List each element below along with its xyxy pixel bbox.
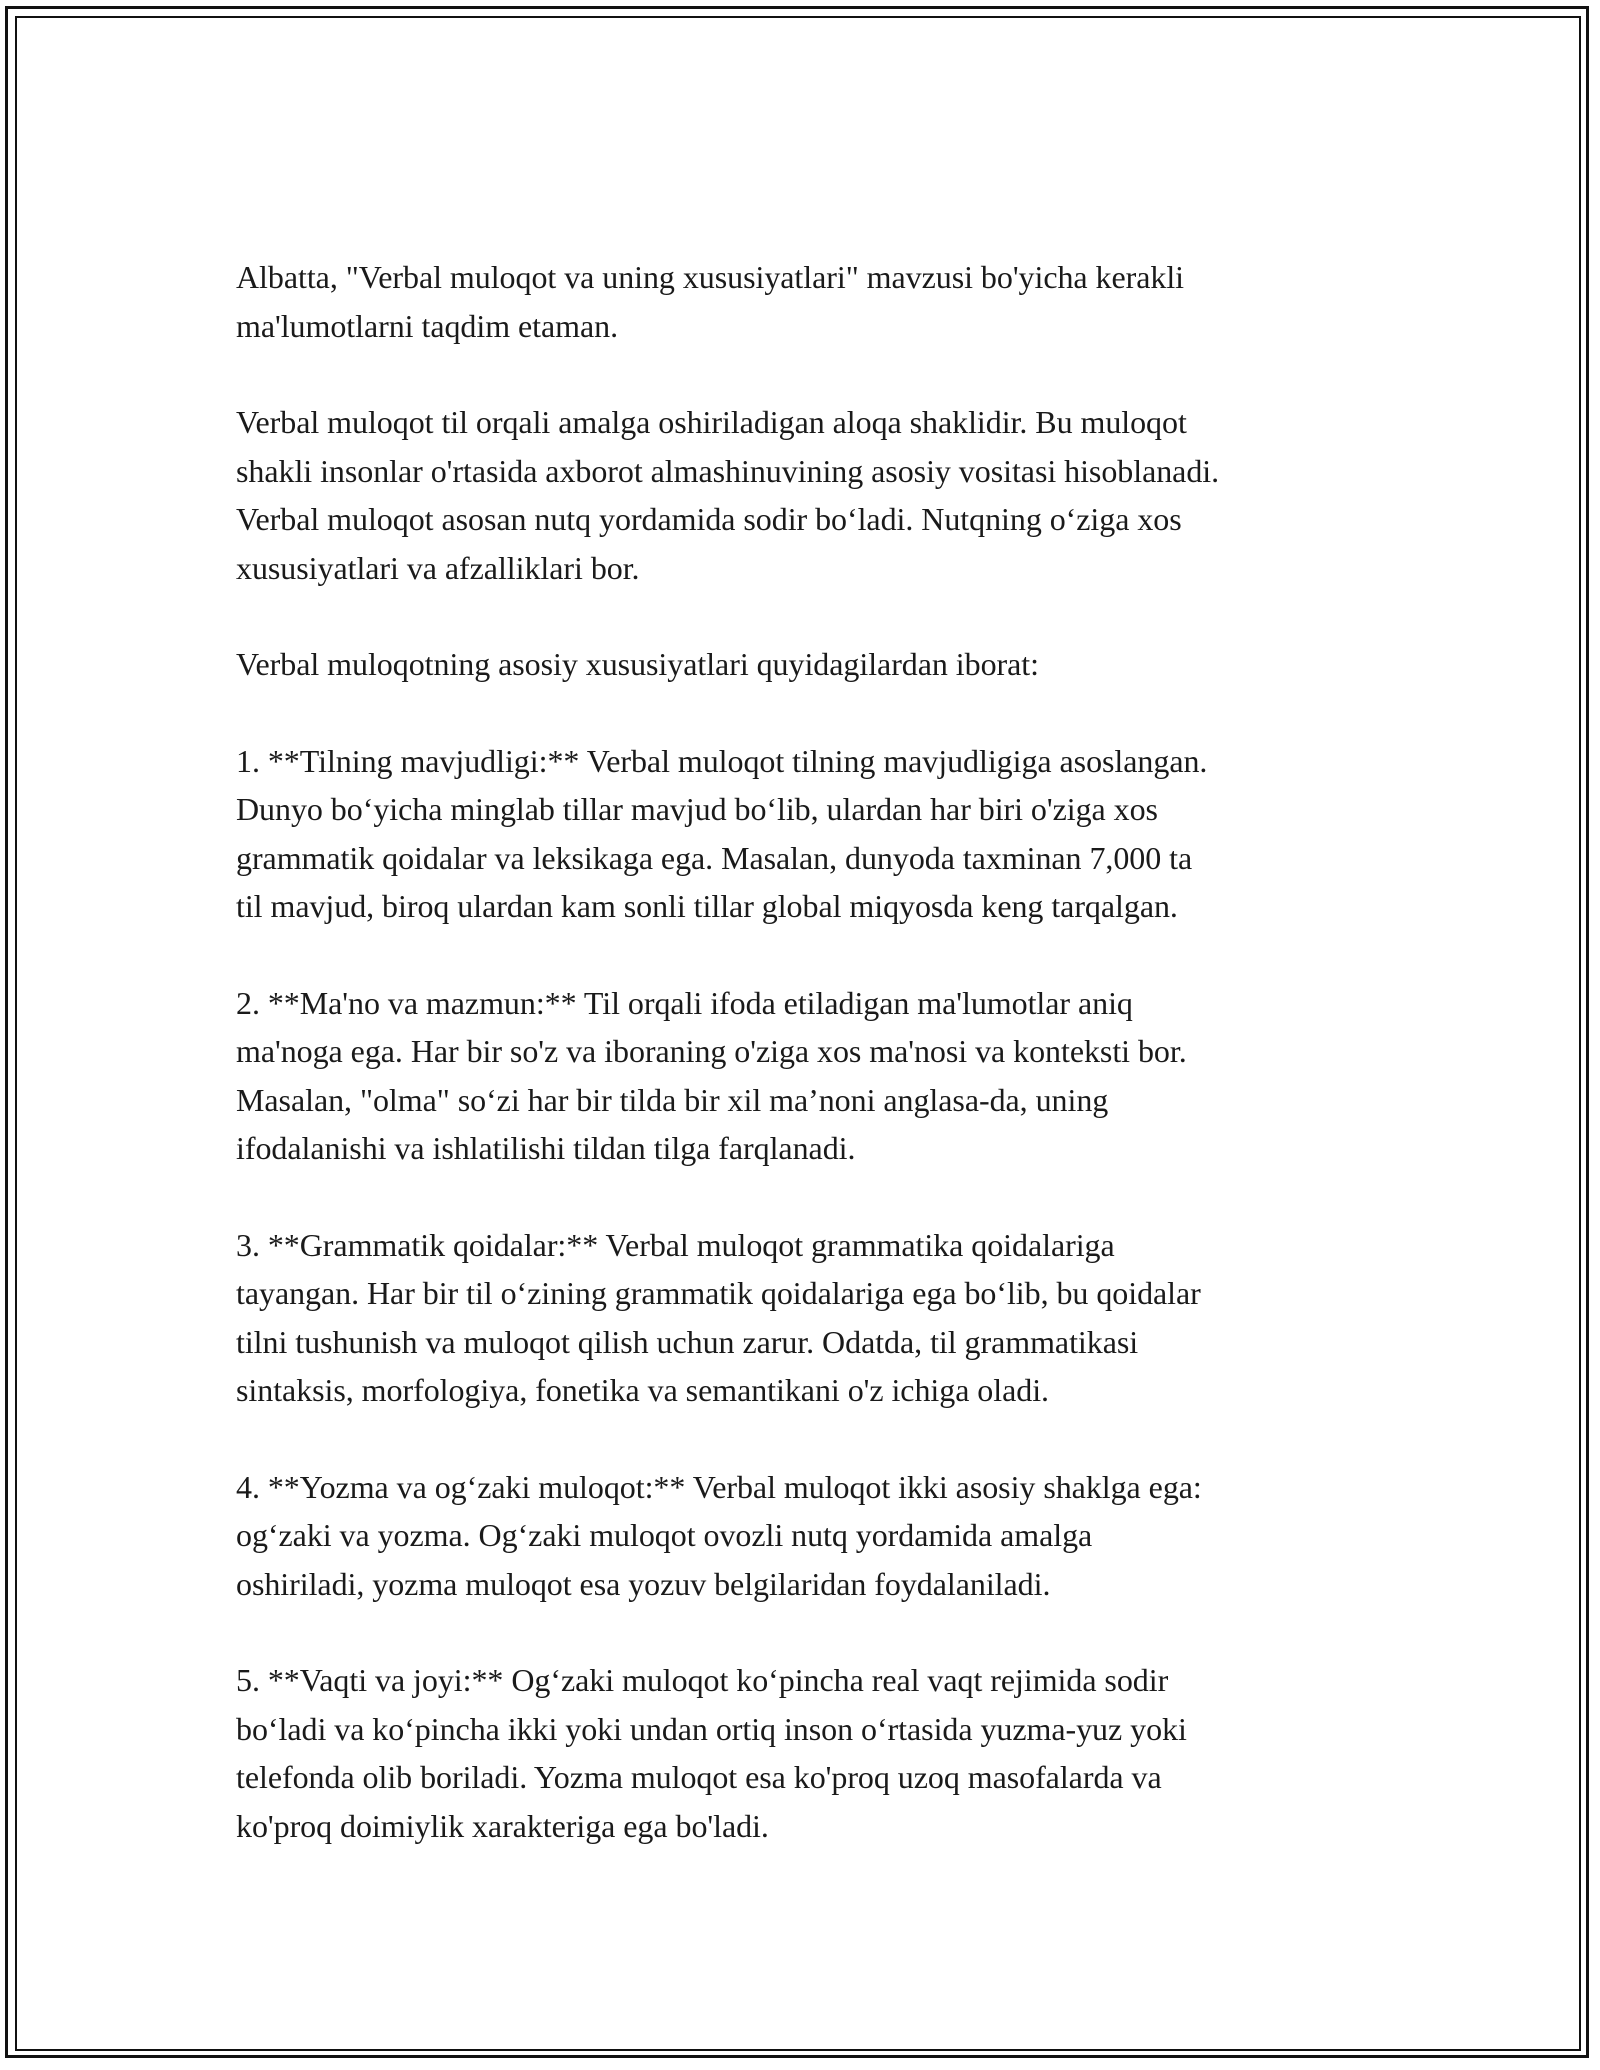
text-line: og‘zaki va yozma. Og‘zaki muloqot ovozli nutq yordamida amalga: [236, 1517, 1093, 1553]
text-line: 2. **Ma'no va mazmun:** Til orqali ifoda etiladigan ma'lumotlar aniq: [236, 984, 1133, 1021]
text-line: bo‘ladi va ko‘pincha ikki yoki undan ortiq inson o‘rtasida yuzma-yuz yoki: [236, 1710, 1187, 1747]
text-line: 3. **Grammatik qoidalar:** Verbal muloqot grammatika qoidalariga: [236, 1226, 1115, 1263]
text-line: ma'lumotlarni taqdim etaman.: [236, 307, 619, 344]
text-line: tilni tushunish va muloqot qilish uchun zarur. Odatda, til grammatikasi: [236, 1323, 1139, 1360]
text-line: tayangan. Har bir til o‘zining grammatik qoidalariga ega bo‘lib, bu qoidalar: [236, 1275, 1201, 1311]
list-intro-paragraph: [236, 640, 1376, 689]
list-item-3: [236, 1221, 1376, 1415]
text-line: Verbal muloqot til orqali amalga oshiriladigan aloqa shaklidir. Bu muloqot: [236, 404, 1187, 440]
text-line: telefonda olib boriladi. Yozma muloqot esa ko'proq uzoq masofalarda va: [236, 1759, 1162, 1795]
text-line: ma'noga ega. Har bir so'z va iboraning o'ziga xos ma'nosi va konteksti bor.: [236, 1033, 1187, 1069]
list-item-5: [236, 1656, 1376, 1850]
text-line: sintaksis, morfologiya, fonetika va semantikani o'z ichiga oladi.: [236, 1372, 1049, 1408]
text-line: til mavjud, biroq ulardan kam sonli tillar global miqyosda keng tarqalgan.: [236, 888, 1178, 924]
intro-paragraph: [236, 253, 1376, 350]
definition-paragraph: [236, 398, 1376, 592]
text-line: shakli insonlar o'rtasida axborot almashinuvining asosiy vositasi hisoblanadi.: [236, 452, 1220, 489]
text-line: oshiriladi, yozma muloqot esa yozuv belgilaridan foydalaniladi.: [236, 1565, 1051, 1602]
list-item-2: [236, 979, 1376, 1173]
text-line: Masalan, "olma" so‘zi har bir tilda bir xil ma’noni anglasa-da, uning: [236, 1081, 1109, 1118]
text-line: Verbal muloqot asosan nutq yordamida sodir bo‘ladi. Nutqning o‘ziga xos: [236, 501, 1182, 537]
text-line: grammatik qoidalar va leksikaga ega. Masalan, dunyoda taxminan 7,000 ta: [236, 839, 1193, 876]
text-line: 4. **Yozma va og‘zaki muloqot:** Verbal muloqot ikki asosiy shaklga ega:: [236, 1468, 1202, 1505]
text-line: 1. **Tilning mavjudligi:** Verbal muloqot tilning mavjudligiga asoslangan.: [236, 742, 1208, 779]
text-line: Verbal muloqotning asosiy xususiyatlari quyidagilardan iborat:: [236, 646, 1039, 682]
text-line: 5. **Vaqti va joyi:** Og‘zaki muloqot ko‘pincha real vaqt rejimida sodir: [236, 1662, 1169, 1698]
text-line: ifodalanishi va ishlatilishi tildan tilga farqlanadi.: [236, 1130, 856, 1166]
text-line: Dunyo bo‘yicha minglab tillar mavjud bo‘lib, ulardan har biri o'ziga xos: [236, 791, 1158, 827]
document-body: [236, 253, 1376, 1850]
text-line: ko'proq doimiylik xarakteriga ega bo'ladi.: [236, 1807, 769, 1844]
text-line: xususiyatlari va afzalliklari bor.: [236, 549, 640, 586]
list-item-4: [236, 1463, 1376, 1609]
text-line: Albatta, "Verbal muloqot va uning xususiyatlari" mavzusi bo'yicha kerakli: [236, 259, 1185, 295]
list-item-1: [236, 737, 1376, 931]
